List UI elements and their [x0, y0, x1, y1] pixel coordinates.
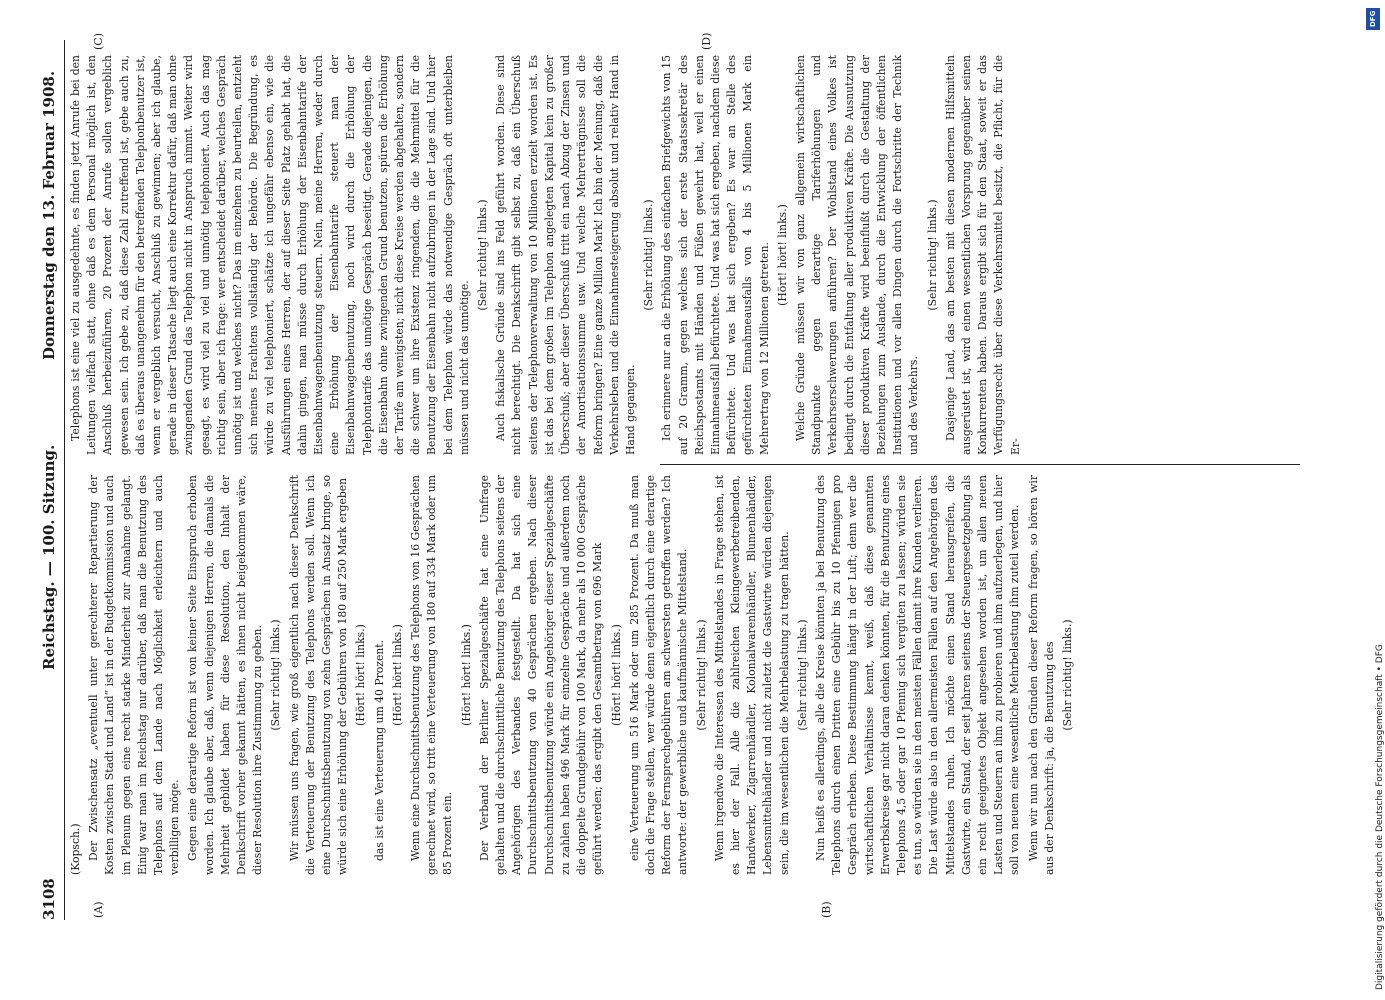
- paragraph: eine Verteuerung um 516 Mark oder um 285 Prozent. Da muß man doch die Frage stellen, wer würde denn eigentlich durch eine derartige Reform der Fernsprechgebühren am schwersten getroffen werden? Ich antworte: der gewerbliche und kaufmännische Mittelstand.: [627, 475, 690, 875]
- interjection: (Sehr richtig! links.): [694, 619, 708, 731]
- interjection: (Hört! hört! links.): [609, 624, 623, 726]
- paragraph: Wenn irgendwo die Interessen des Mittelstandes in Frage stehen, ist es hier der Fall. Alle die zahlreichen Kleingewerbetreibenden, Handwerker, Zigarrenhändler, Kolonialwarenhändler, Blumenhändler, Lebensmittelhändler und nicht zuletzt die Gastwirte würden diejenigen sein, die im wesentlichen die Mehrbelastung zu tragen hätten.: [712, 475, 791, 875]
- right-column: [68, 55, 1308, 455]
- paragraph: Wenn eine Durchschnittsbenutzung des Telephons von 16 Gesprächen gerechnet wird, so tritt eine Verteuerung von 180 auf 334 Mark oder um 85 Prozent ein.: [409, 475, 455, 875]
- interjection: (Sehr richtig! links.): [925, 199, 939, 311]
- paragraph: Welche Gründe müssen wir von ganz allgemein wirtschaftlichen Standpunkte gegen derartige Tariferhöhungen und Verkehrserschwerungen anführen? Der Wohlstand eines Volkes ist bedingt durch die Entfaltung aller produktiven Kräfte. Die Ausnutzung dieser produktiven Kräfte wird beeinflußt durch die Gestaltung der Beziehungen zum Auslande, durch die Entwicklung der öffentlichen Institutionen und vor allen Dingen durch die Fortschritte der Technik und des Verkehrs.: [793, 55, 921, 455]
- paragraph: Auch fiskalische Gründe sind ins Feld geführt worden. Diese sind nicht berechtigt. Die Denkschrift gibt selbst zu, daß ein Überschuß seitens der Telephonverwaltung von 10 Millionen erzielt worden ist. Es ist das bei dem großen im Telephon angelegten Kapital kein zu großer Überschuß; aber dieser Überschuß tritt ein nach Abzug der Zinsen und der Amortisationssumme usw. Und welche Mehrerträgnisse soll die Reform bringen? Eine ganze Million Mark! Ich bin der Meinung, daß die Verkehrsleben und die Einnahmesteigerung absolut und relativ Hand in Hand gegangen.: [494, 55, 637, 455]
- digitization-note-text: Digitalisierung gefördert durch die Deutsche Forschungsgemeinschaft • DFG: [1375, 644, 1385, 990]
- column-divider: [660, 464, 1300, 465]
- interjection: (Hört! hört! links.): [459, 624, 473, 726]
- paragraph: Ich erinnere nur an die Erhöhung des einfachen Briefgewichts von 15 auf 20 Gramm, gegen welches sich der erste Staatssekretär des Reichspostamts mit Händen und Füßen gewehrt hat, weil er einen Einnahmeausfall befürchtete. Und was hat sich ergeben, nachdem diese Befürchtete. Und was hat sich ergeben? Es war an Stelle des gefürchteten Einnahmeausfalls von 4 bis 5 Millionen Mark ein Mehrertrag von 12 Millionen getreten.: [660, 55, 771, 455]
- left-column: [68, 475, 1308, 875]
- interjection: (Sehr richtig! links.): [269, 619, 283, 731]
- margin-marker-b: (B): [820, 901, 833, 918]
- margin-marker-d: (D): [700, 32, 713, 50]
- paragraph: Dasjenige Land, das am besten mit diesen modernen Hilfsmitteln ausgerüstet ist, wird einen wesentlichen Vorsprung gegenüber seinen Konkurrenten haben. Daraus ergibt sich für den Staat, soweit er das Verfügungsrecht über diese Verkehrsmittel besitzt, die Pflicht, für die Er-: [943, 55, 1022, 455]
- page-header: [38, 40, 65, 920]
- interjection: (Hört! hört! links.): [775, 204, 789, 306]
- paragraph: Wir müssen uns fragen, wie groß eigentlich nach dieser Denkschrift die Verteuerung der Benutzung des Telephons werden soll. Wenn ich eine Durchschnittsbenutzung von zehn Gesprächen in Ansatz bringe, so würde sich eine Erhöhung der Gebühren von 180 auf 250 Mark ergeben: [287, 475, 350, 875]
- interjection: (Hört! hört! links.): [390, 624, 404, 726]
- margin-marker-a: (A): [92, 901, 105, 918]
- page-date: Donnerstag den 13. Februar 1908.: [40, 70, 58, 360]
- interjection: (Sehr richtig! links.): [476, 199, 490, 311]
- margin-marker-c: (C): [92, 33, 105, 50]
- paragraph: Telephons ist eine viel zu ausgedehnte, es finden jetzt Anrufe bei den Leitungen vielfach statt, ohne daß es dem Personal möglich ist, den Anschluß herbeizuführen, 20 Prozent der Anrufe sollen vergeblich gewesen sein. Ich gebe zu, daß diese Zahl zutreffend ist, gebe auch zu, daß es überaus unangenehm für den betreffenden Telephonbenutzer ist, wenn er vergeblich versucht, Anschluß zu gewinnen; aber ich glaube, gerade in dieser Tatsache liegt auch eine Korrektur dafür, daß man ohne zwingenden Grund das Telephon nicht in Anspruch nimmt. Weiter wird gesagt, es wird viel zu viel und unnötig telephoniert. Auch das mag richtig sein, aber ich frage: wer entscheidet darüber, welches Gespräch unnötig ist und welches nicht? Das im einzelnen zu beurteilen, entzieht sich meines Erachtens vollständig der Behörde. Die Begründung, es würde zu viel telephoniert, schätze ich ungefähr ebenso ein, wie die Ausführungen eines Herren, der auf dieser Seite Platz gehabt hat, die dahin gingen, man müsse durch Erhöhung der Eisenbahntarife der Eisenbahnwagenbenutzung steuern. Nein, meine Herren, weder durch eine Erhöhung der Eisenbahntarife steuert man der Eisenbahnwagenbenutzung, noch wird durch die Erhöhung der Telephontarife das unnötige Gespräch beseitigt. Gerade diejenigen, die die Eisenbahn ohne zwingenden Grund benutzen, spüren die Erhöhung der Tarife am wenigsten; nicht diese Kreise werden abgehalten, sondern die schwer um ihre Existenz ringenden, die die Mehrmittel für die Benutzung der Eisenbahn nicht aufzubringen in der Lage sind. Und hier bei dem Telephon würde das notwendige Gespräch oft unterbleiben müssen und nicht das unnötige.: [69, 55, 471, 455]
- interjection: (Hört! hört! links.): [354, 624, 368, 726]
- paragraph: Der Verband der Berliner Spezialgeschäfte hat eine Umfrage gehalten und die durchschnittliche Benutzung des Telephons seitens der Angehörigen des Verbandes festgestellt. Da hat sich eine Durchschnittsbenutzung von 40 Gesprächen ergeben. Nach dieser Durchschnittsbenutzung würde ein Angehöriger dieser Spezialgeschäfte zu zahlen haben 496 Mark für einzelne Gespräche und außerdem noch die doppelte Grundgebühr von 100 Mark, da mehr als 10 000 Gespräche geführt werden; das ergibt den Gesamtbetrag von 696 Mark: [477, 475, 605, 875]
- interjection: (Sehr richtig! links.): [642, 199, 656, 311]
- digitization-note: [1375, 10, 1385, 990]
- page-title: Reichstag. — 100. Sitzung.: [40, 444, 58, 670]
- paragraph: Gegen eine derartige Reform ist von keiner Seite Einspruch erhoben worden. Ich glaube aber, daß, wenn diejenigen Herren, die damals die Mehrheit gebildet haben für diese Resolution, den Inhalt der Denkschrift vorher gekannt hätten, es ihnen nicht beigekommen wäre, dieser Resolution ihre Zustimmung zu geben.: [186, 475, 265, 875]
- dfg-logo-icon: DFG: [1366, 8, 1380, 30]
- page-number: 3108: [40, 878, 58, 920]
- paragraph: Nun heißt es allerdings, alle die Kreise könnten ja bei Benutzung des Telephons durch einen Dritten eine Gebühr bis zu 10 Pfennigen pro Gespräch erheben. Diese Bestimmung hängt in der Luft; denn wer die wirtschaftlichen Verhältnisse kennt, weiß, daß diese genannten Erwerbskreise gar nicht daran denken könnten, für die Benutzung eines Telephons 4,5 oder gar 10 Pfennig sich vergüten zu lassen; würden sie es tun, so würden sie in den meisten Fällen damit ihre Kunden verlieren. Die Last würde also in den allermeisten Fällen auf den Angehörigen des Mittelstandes ruhen. Ich möchte einen Stand herausgreifen, die Gastwirte, ein Stand, der seit Jahren seitens der Steuergesetzgebung als ein recht geeignetes Objekt angesehen worden ist, um allen neuen Lasten und Steuern an ihm zu probieren und ihm aufzuerlegen, und hier soll von neuem eine wesentliche Mehrbelastung ihm zuteil werden.: [813, 475, 1022, 875]
- interjection: (Sehr richtig! links.): [795, 619, 809, 731]
- paragraph: Wenn wir nun nach den Gründen dieser Reform fragen, so hören wir aus der Denkschrift: ja, die Benutzung des: [1026, 475, 1056, 875]
- paragraph: Der Zwischensatz „eventuell unter gerechterer Repartierung der Kosten zwischen Stadt und Land“ ist in der Budgetkommission und auch im Plenum gegen eine recht starke Minderheit zur Annahme gelangt. Einig war man im Reichstag nur darüber, daß man die Benutzung des Telephons auf dem Lande nach Möglichkeit erleichtern und auch verbilligen möge.: [87, 475, 182, 875]
- speaker-label: (Kopsch.): [69, 823, 82, 875]
- interjection: (Sehr richtig! links.): [1060, 619, 1074, 731]
- paragraph: das ist eine Verteuerung um 40 Prozent.: [372, 639, 386, 861]
